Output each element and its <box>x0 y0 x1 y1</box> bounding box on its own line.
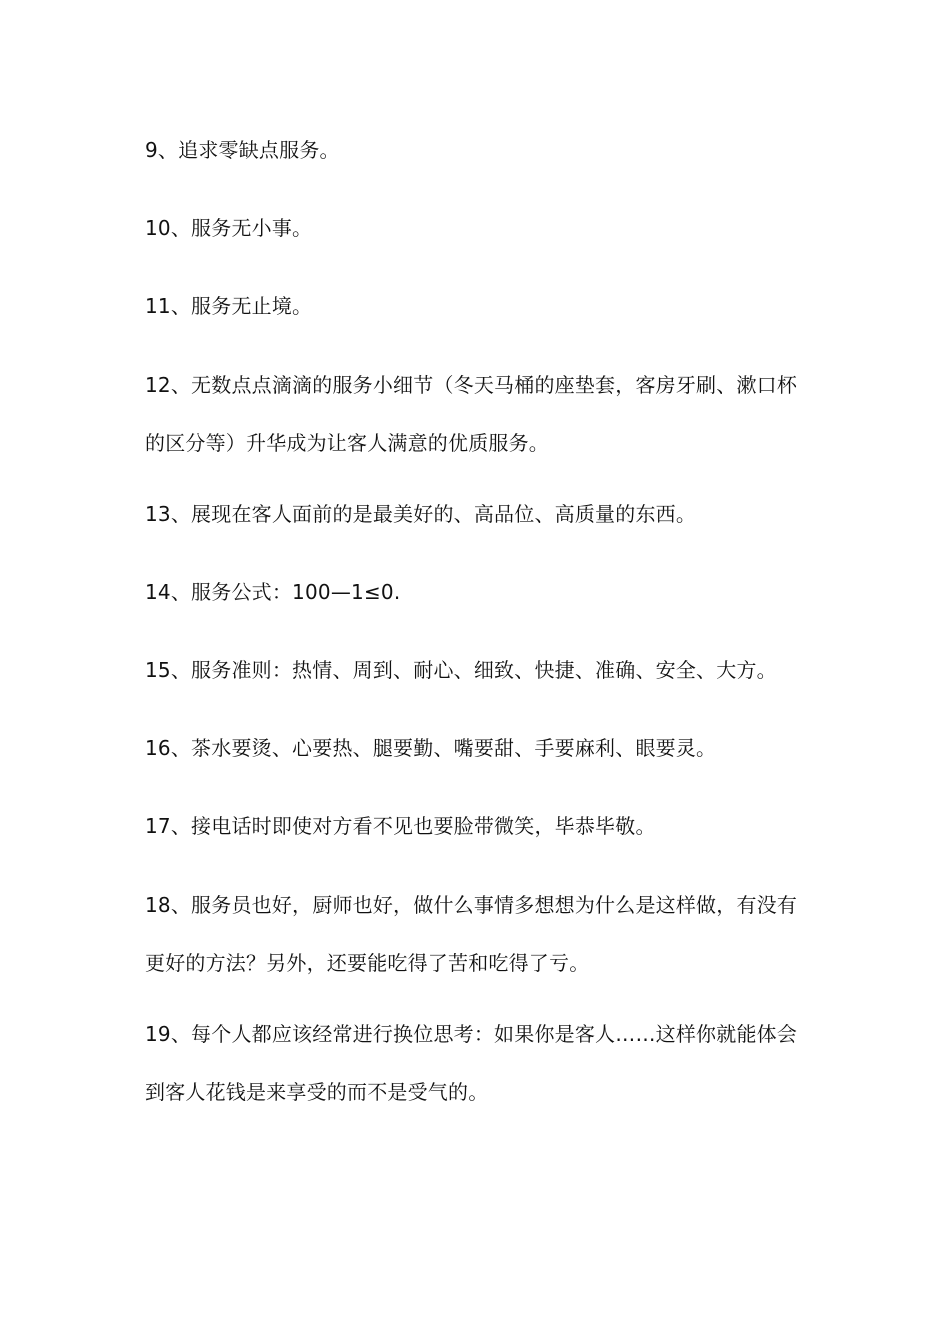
list-item-11: 11、服务无止境。 <box>145 294 313 318</box>
list-item-9: 9、追求零缺点服务。 <box>145 138 340 162</box>
list-item-14: 14、服务公式：100—1≤0. <box>145 580 401 604</box>
list-item-19: 19、每个人都应该经常进行换位思考：如果你是客人……这样你就能体会到客人花钱是来享受的而不是受气的。 <box>145 1022 798 1104</box>
list-item-18: 18、服务员也好，厨师也好，做什么事情多想想为什么是这样做，有没有更好的方法？另外，还要能吃得了苦和吃得了亏。 <box>145 893 798 975</box>
list-item-16: 16、茶水要烫、心要热、腿要勤、嘴要甜、手要麻利、眼要灵。 <box>145 736 717 760</box>
list-item-10: 10、服务无小事。 <box>145 216 313 240</box>
list-item-15: 15、服务准则：热情、周到、耐心、细致、快捷、准确、安全、大方。 <box>145 658 777 682</box>
list-item-13: 13、展现在客人面前的是最美好的、高品位、高质量的东西。 <box>145 502 697 526</box>
list-item-17: 17、接电话时即使对方看不见也要脸带微笑，毕恭毕敬。 <box>145 814 656 838</box>
list-item-12: 12、无数点点滴滴的服务小细节（冬天马桶的座垫套，客房牙刷、漱口杯的区分等）升华成为让客人满意的优质服务。 <box>145 373 798 455</box>
